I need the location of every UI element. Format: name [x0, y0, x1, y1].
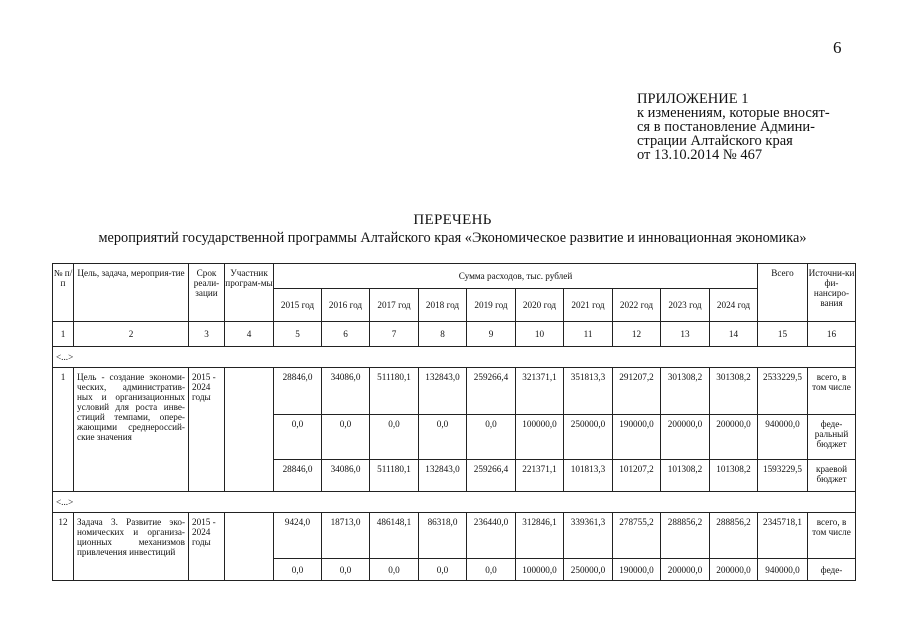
- header-year: 2024 год: [710, 289, 758, 322]
- value-cell: 351813,3: [564, 368, 613, 415]
- value-cell: 200000,0: [661, 559, 710, 581]
- total-cell: 940000,0: [758, 559, 808, 581]
- value-cell: 511180,1: [370, 368, 419, 415]
- source-cell: всего, в том числе: [808, 513, 856, 559]
- block-participant: [225, 368, 274, 492]
- value-cell: 321371,1: [516, 368, 564, 415]
- header-year: 2023 год: [661, 289, 710, 322]
- value-cell: 101308,2: [710, 460, 758, 492]
- header-year: 2020 год: [516, 289, 564, 322]
- value-cell: 0,0: [370, 415, 419, 460]
- block-num: 12: [53, 513, 74, 581]
- value-cell: 0,0: [322, 415, 370, 460]
- value-cell: 101207,2: [613, 460, 661, 492]
- value-cell: 339361,3: [564, 513, 613, 559]
- value-cell: 9424,0: [274, 513, 322, 559]
- value-cell: 200000,0: [710, 559, 758, 581]
- header-participant: Участник програм-мы: [225, 264, 274, 322]
- value-cell: 0,0: [322, 559, 370, 581]
- col-number: 1: [53, 322, 74, 347]
- value-cell: 301308,2: [661, 368, 710, 415]
- header-goal: Цель, задача, мероприя-тие: [74, 264, 189, 322]
- ellipsis-row: <...>: [53, 347, 856, 368]
- col-number: 5: [274, 322, 322, 347]
- value-cell: 486148,1: [370, 513, 419, 559]
- document-title: ПЕРЕЧЕНЬ: [413, 212, 492, 228]
- value-cell: 278755,2: [613, 513, 661, 559]
- header-year: 2022 год: [613, 289, 661, 322]
- value-cell: 288856,2: [710, 513, 758, 559]
- col-number: 6: [322, 322, 370, 347]
- value-cell: 100000,0: [516, 559, 564, 581]
- col-number: 13: [661, 322, 710, 347]
- value-cell: 221371,1: [516, 460, 564, 492]
- header-year: 2015 год: [274, 289, 322, 322]
- value-cell: 200000,0: [710, 415, 758, 460]
- value-cell: 259266,4: [467, 460, 516, 492]
- col-number: 3: [189, 322, 225, 347]
- header-year: 2016 год: [322, 289, 370, 322]
- col-number: 14: [710, 322, 758, 347]
- appendix-line: к изменениям, которые вносят-: [637, 105, 830, 121]
- value-cell: 132843,0: [419, 368, 467, 415]
- value-cell: 34086,0: [322, 368, 370, 415]
- appendix-line: страции Алтайского края: [637, 133, 793, 149]
- block-goal: Задача 3. Развитие эко-номических и организа-ционных механизмов привлечения инвестиций: [74, 513, 189, 581]
- value-cell: 101813,3: [564, 460, 613, 492]
- block-participant: [225, 513, 274, 581]
- value-cell: 18713,0: [322, 513, 370, 559]
- appendix-line: ПРИЛОЖЕНИЕ 1: [637, 91, 749, 107]
- value-cell: 200000,0: [661, 415, 710, 460]
- block-term: 2015 - 2024 годы: [189, 368, 225, 492]
- value-cell: 0,0: [274, 559, 322, 581]
- total-cell: 2533229,5: [758, 368, 808, 415]
- value-cell: 236440,0: [467, 513, 516, 559]
- total-cell: 1593229,5: [758, 460, 808, 492]
- source-cell: всего, в том числе: [808, 368, 856, 415]
- appendix-line: от 13.10.2014 № 467: [637, 147, 763, 163]
- value-cell: 312846,1: [516, 513, 564, 559]
- col-number: 2: [74, 322, 189, 347]
- value-cell: 28846,0: [274, 368, 322, 415]
- expense-table: [52, 263, 856, 581]
- col-number: 10: [516, 322, 564, 347]
- value-cell: 100000,0: [516, 415, 564, 460]
- value-cell: 86318,0: [419, 513, 467, 559]
- value-cell: 301308,2: [710, 368, 758, 415]
- ellipsis-row: <...>: [53, 492, 856, 513]
- col-number: 4: [225, 322, 274, 347]
- header-total: Всего: [758, 264, 808, 322]
- source-cell: феде-: [808, 559, 856, 581]
- source-cell: краевой бюджет: [808, 460, 856, 492]
- header-num: № п/п: [53, 264, 74, 322]
- col-number: 12: [613, 322, 661, 347]
- block-goal: Цель - создание экономи-ческих, административ-ных и организационных условий для роста инве-стиций темпами, опере-жающими среднероссий-ские значения: [74, 368, 189, 492]
- header-source: Источни-ки фи-нансиро-вания: [808, 264, 856, 322]
- value-cell: 190000,0: [613, 559, 661, 581]
- value-cell: 0,0: [274, 415, 322, 460]
- col-number: 11: [564, 322, 613, 347]
- header-year: 2019 год: [467, 289, 516, 322]
- col-number: 9: [467, 322, 516, 347]
- value-cell: 288856,2: [661, 513, 710, 559]
- value-cell: 250000,0: [564, 559, 613, 581]
- value-cell: 34086,0: [322, 460, 370, 492]
- value-cell: 28846,0: [274, 460, 322, 492]
- value-cell: 259266,4: [467, 368, 516, 415]
- total-cell: 940000,0: [758, 415, 808, 460]
- value-cell: 0,0: [467, 559, 516, 581]
- col-number: 16: [808, 322, 856, 347]
- col-number: 15: [758, 322, 808, 347]
- header-year: 2017 год: [370, 289, 419, 322]
- page-number: 6: [833, 38, 842, 57]
- appendix-block: [637, 92, 867, 162]
- header-sum-group: Сумма расходов, тыс. рублей: [274, 264, 758, 289]
- value-cell: 101308,2: [661, 460, 710, 492]
- value-cell: 0,0: [370, 559, 419, 581]
- appendix-line: ся в постановление Админи-: [637, 119, 816, 135]
- value-cell: 0,0: [467, 415, 516, 460]
- value-cell: 511180,1: [370, 460, 419, 492]
- source-cell: феде-ральный бюджет: [808, 415, 856, 460]
- value-cell: 0,0: [419, 559, 467, 581]
- col-number: 7: [370, 322, 419, 347]
- block-num: 1: [53, 368, 74, 492]
- value-cell: 250000,0: [564, 415, 613, 460]
- header-term: Срок реали-зации: [189, 264, 225, 322]
- header-year: 2018 год: [419, 289, 467, 322]
- document-subtitle: мероприятий государственной программы Алтайского края «Экономическое развитие и инновационная экономика»: [98, 230, 807, 246]
- header-year: 2021 год: [564, 289, 613, 322]
- value-cell: 190000,0: [613, 415, 661, 460]
- block-term: 2015 - 2024 годы: [189, 513, 225, 581]
- value-cell: 291207,2: [613, 368, 661, 415]
- value-cell: 132843,0: [419, 460, 467, 492]
- col-number: 8: [419, 322, 467, 347]
- value-cell: 0,0: [419, 415, 467, 460]
- total-cell: 2345718,1: [758, 513, 808, 559]
